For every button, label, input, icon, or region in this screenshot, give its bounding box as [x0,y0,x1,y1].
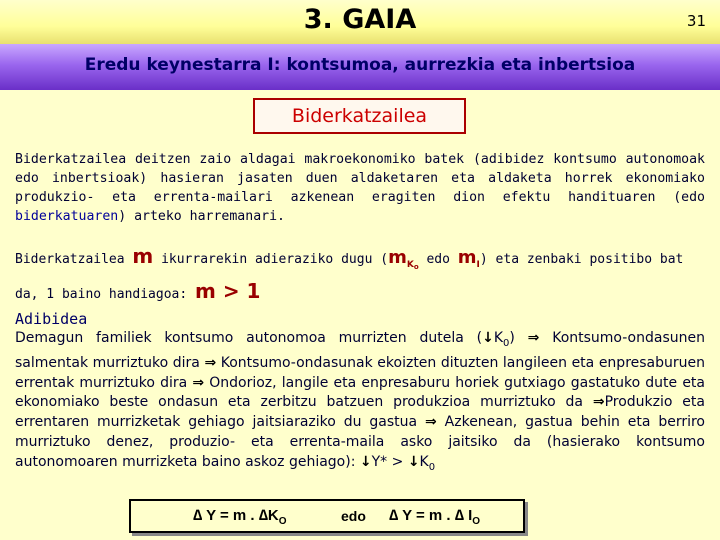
notation-text-d: ) eta zenbaki positibo bat da, 1 baino handiagoa: [15,252,684,302]
mk-sub-index: o [413,263,419,271]
implies-arrow-icon: ⇒ [204,354,217,371]
notation-text-c: edo [418,252,458,267]
k0-subscript: 0 [503,338,510,349]
formula-box [129,499,525,533]
example-text-7: Azkenean, gastua behin eta berriro murriztuko denez, produzio- eta errenta-maila asko jaitsiko da (hasierako kontsumo autonomoaren murrizketa baino askoz gehiago): [15,414,705,470]
slide-title: 3. GAIA [303,4,417,35]
down-arrow-icon: ↓ [482,330,494,346]
notation-paragraph [15,244,705,307]
definition-highlight: biderkatuaren [15,209,119,224]
formula-investment [389,507,480,527]
notation-inequality: m > 1 [195,279,261,303]
example-text-2: ) [509,330,528,346]
example-text-3: Kontsumo-ondasunen salmentak murriztuko dira [15,330,705,371]
mk-sub-letter: K [406,260,414,270]
implies-arrow-icon: ⇒ [527,330,540,346]
down-arrow-icon: ↓ [359,453,372,470]
example-paragraph [15,329,705,478]
formula-connector: edo [341,508,366,524]
formula-consumption [193,507,287,527]
notation-text-a: Biderkatzailea [15,252,133,267]
notation-text-b: ikurrarekin adieraziko dugu ( [153,252,389,267]
page-number: 31 [686,12,706,30]
example-text-6: Produkzio eta errentaren murrizketak gehiago jaitsiaraziko du gastua [15,394,705,431]
example-heading: Adibidea [15,310,88,328]
notation-mk-subscript [407,260,419,270]
notation-mi-subscript: I [476,260,480,270]
section-title-box: Biderkatzailea [253,98,466,134]
definition-paragraph [15,150,705,226]
slide-subtitle: Eredu keynestarra I: kontsumoa, aurrezkia eta inbertsioa [84,55,636,75]
title-bar [0,0,720,44]
k-end-subscript: 0 [428,461,436,473]
formula-investment-sub: O [472,516,481,527]
definition-text-a: Biderkatzailea deitzen zaio aldagai makroekonomiko batek (adibidez kontsumo autonomoak edo inbertsioak) hasieran jasaten duen aldaketaren eta aldaketa horrek ekonomiako produkzio- eta errenta-mailari azkenean eragiten dion efektu handituaren (edo [15,152,705,205]
k0-symbol: K [493,330,503,346]
notation-m-symbol: m [132,244,154,268]
k-end-symbol: K [419,453,429,470]
example-text-1: Demagun familiek kontsumo autonomoa murrizten dutela ( [15,330,483,346]
notation-mk-symbol: m [388,247,407,268]
notation-mi-symbol: m [457,247,477,268]
definition-text-c: ) arteko harremanari. [118,209,285,224]
formula-consumption-sub: O [278,516,287,527]
formula-investment-main: ∆ Y = m . ∆ I [389,507,473,524]
y-star-comparison: Y* > [371,453,408,470]
implies-arrow-icon: ⇒ [592,394,605,411]
implies-arrow-icon: ⇒ [425,414,437,431]
subtitle-bar [0,44,720,90]
formula-consumption-main: ∆ Y = m . ∆K [193,507,279,524]
example-text-5: Ondorioz, langile eta enpresaburu horiek gutxiago gastatuko dute eta ekonomiako beste ondasun eta zerbitzu batzuen produkzioa murriztuko da [15,374,705,411]
example-text-4: Kontsumo-ondasunak ekoizten dituzten langileen eta enpresaburuen errentak murriztuko dira [15,354,706,391]
down-arrow-icon: ↓ [407,453,420,470]
implies-arrow-icon: ⇒ [192,374,205,391]
